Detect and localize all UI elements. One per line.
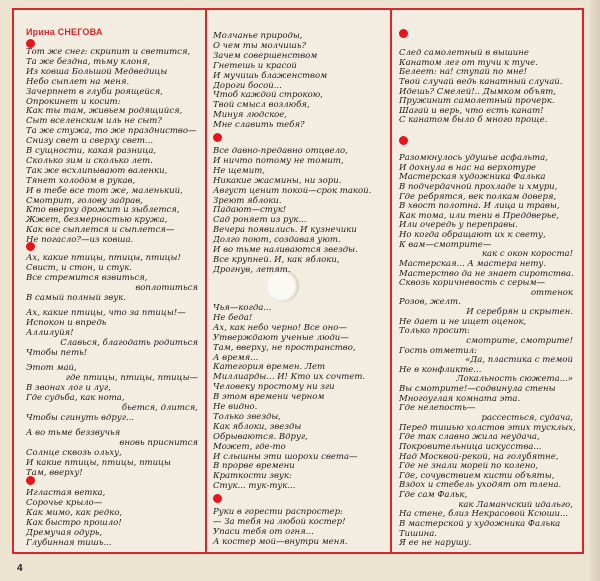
punched-hole [267, 270, 299, 302]
poem-line: воплотиться [135, 282, 198, 293]
poem-line: Шагай и верь, что есть канат! [399, 105, 544, 116]
poem-line: И в тебе все тот же, маленький, [26, 185, 183, 196]
poem-line: Никакие жасмины, ни зори. [213, 175, 342, 186]
poem-line: Как ты там, живьем родящийся, [26, 106, 183, 117]
red-bullet-icon [213, 133, 222, 142]
poem-line: Обрываются. Вдруг, [213, 431, 308, 442]
poem-line: И серебрян и скрытен. [466, 307, 573, 318]
poem-line: Ах, как небо черно! Все оно— [213, 322, 347, 333]
poem-line: Гнетешь и красой [213, 60, 297, 71]
poem-line: Утверждают ученые люди— [213, 332, 349, 343]
poem-line: Не щемит, [213, 165, 265, 176]
poem-line: где птицы, птицы, птицы— [65, 372, 198, 383]
poem-line: Канатом лег от тучи к туче. [399, 57, 538, 68]
red-bullet-icon [399, 136, 408, 145]
poem-line: Категория времен. Лет [213, 362, 326, 373]
poem-line: На стене, близ Некрасовой Ксюши... [399, 509, 569, 520]
poem-line: Сыт вселенским иль не сыт? [26, 116, 162, 127]
poem-line: Краткости звук: [213, 471, 292, 482]
poem-line: Только просит: [399, 326, 470, 337]
poem-line: В сущности, какая разница, [26, 146, 157, 156]
poem-line: Разомкнулось удушье асфальта, [399, 153, 548, 163]
poem-line: Где, сочувствием кисти объяты, [399, 470, 555, 481]
poem-line: Я ее не нарушу. [399, 538, 472, 549]
poem-line: Идешь? Смелей!.. Дымком объят, [399, 86, 556, 97]
poem-line: Сквозь коричневость с серым— [399, 278, 546, 289]
poem-line: Минуя людское, [213, 110, 288, 121]
poem-line: Над Москвой-рекой, на голубятне, [399, 451, 559, 462]
poem-line: Многоуглая комната эта. [399, 393, 521, 404]
poem-line: Не дает и не ищет оценок, [399, 316, 527, 327]
poem-line: Где нелепость— [399, 403, 476, 414]
poem-line: Как яблоки, звезды [213, 421, 302, 432]
poem-line: Где не знали морей по колено, [399, 461, 539, 472]
author-name: Ирина СНЕГОВА [26, 27, 103, 37]
poem-line: Белеет: на! ступай по мне! [399, 67, 528, 78]
poem-line: Аллилуйя! [26, 327, 74, 338]
poem-line: А во тьме беззвучья [26, 428, 121, 438]
poem-line: Где так славно жила неудача, [399, 432, 540, 443]
poem-line: Ах, какие птицы, птицы, птицы! [26, 253, 181, 263]
poem-line: В подчердачной прохладе и хмури, [399, 181, 558, 192]
poem-line: Руки в горести распростер: [213, 507, 343, 517]
poem-line: Зреют яблоки. [213, 195, 282, 206]
poem-line: В самый полный звук. [26, 292, 126, 303]
poem-line: Мастерская... А мастера нету. [399, 258, 547, 269]
poem-line: Та же бездна, тьму клоня, [26, 56, 151, 67]
poem-line: Человеку простому ни зги [213, 382, 335, 393]
poem-line: смотрите, смотрите! [466, 335, 573, 346]
poem-line: Смотрит, голову задрав, [26, 195, 143, 206]
poem-line: Розов, желт. [399, 297, 461, 308]
poem-line: В хвост полотна. И лица и травы, [399, 201, 560, 212]
poem-line: В этом времени черном [213, 392, 325, 403]
poem-line: Пружинит самолетный прочерк. [399, 96, 555, 107]
poem-line: Вздох и стебель уходят от тлена. [399, 480, 562, 491]
binding-edge [590, 0, 600, 581]
poem-line: Мне славить тебя? [213, 120, 305, 131]
poem-line: Миллиарды... И! Кто их сочтет. [213, 372, 366, 383]
column-divider [390, 8, 392, 554]
poem-line: бьется, длится, [121, 402, 198, 413]
poem-line: Зачем совершенством [213, 50, 318, 61]
poem-line: Где сам Фальк, [399, 490, 468, 501]
poem-line: Там, вверху, не пространство, [213, 342, 356, 353]
poem-line: И во тьме наливаются звезды. [213, 245, 358, 255]
poem-line: Сад роняет из рук... [213, 215, 307, 226]
poem-line: Вы смотрите!—содвинула стены [399, 384, 556, 395]
poem-line: Может, где-то [213, 441, 286, 452]
poem-line: В звонах лог и луг, [26, 382, 111, 393]
red-bullet-icon [399, 29, 408, 38]
poem-line: И слышны эти шорохи света— [213, 451, 358, 462]
poem-line: Но когда обращают их к свету, [399, 230, 546, 241]
poem-line: Перед тишью холстов этих тусклых, [399, 422, 576, 433]
poem-line: Как быстро прошло! [26, 517, 122, 528]
poem-line: вновь приснится [119, 437, 198, 448]
poem-line: Твой случай ведь канатный случай. [399, 76, 563, 87]
poem-line: Жжет, безмерностью кружа, [26, 215, 168, 226]
poem-line: Не беда! [213, 312, 253, 323]
poem-line: Все стремится взвиться, [26, 272, 148, 283]
poem-line: как с окон короста! [481, 249, 573, 260]
poem-line: Покровительница искусства... [399, 441, 542, 452]
poem-line: Славься, благодать родиться [60, 337, 198, 348]
poem-line: Чтобы петь! [26, 347, 88, 358]
poem-line: Сорочье крыло— [26, 497, 103, 508]
page-number: 4 [17, 563, 23, 574]
poem-line: Август ценит покой—срок такой. [213, 185, 372, 196]
poem-line: Опрокинет и косит: [26, 96, 121, 107]
poem-line: С канатом было б много проще. [399, 115, 548, 126]
poem-line: Не в конфликте... [399, 364, 482, 375]
poem-line: Вечера появились. И кузнечики [213, 225, 357, 236]
poem-line: Сколько зим и сколько лет. [26, 155, 153, 166]
poem-line: Дороги босой... [213, 80, 282, 91]
poem-line: След самолетный в вышине [399, 48, 529, 58]
poem-line: В мастерской у художника Фалька [399, 518, 561, 529]
red-bullet-icon [213, 494, 222, 503]
poem-line: Чтобы сгинуть вдруг... [26, 412, 135, 423]
poem-line: Твой смысл возлюбя, [213, 100, 310, 111]
poem-line: Из ковша Большой Медведицы [26, 66, 168, 77]
poem-line: Как все сыплется и сыплется— [26, 225, 175, 236]
poem-line: Все крупней. И, как яблоки, [213, 254, 340, 265]
poem-line: Локальность сюжета...» [456, 374, 573, 385]
poem-line: Молчанье природы, [213, 31, 303, 41]
poem-line: Так же всхлипывают валенки, [26, 165, 168, 176]
poem-line: — За тебя на любой костер! [213, 516, 346, 527]
poem-line: Дремучая одурь, [26, 527, 103, 538]
poem-line: Мастерство да не знает сиротства. [399, 268, 574, 279]
poem-line: Свист, и стон, и стук. [26, 262, 132, 273]
poem-line: Тот же снег: скрипит и светится, [26, 47, 191, 57]
poem-line: Все давно-предавно отцвело, [213, 146, 348, 156]
poem-line: И какие птицы, птицы, птицы [26, 457, 171, 468]
poem-line: Не погасло?—из ковша. [26, 235, 134, 246]
poem-line: Или очередь у переправы. [399, 220, 518, 231]
poem-line: И мучишь блаженством [213, 70, 328, 81]
poem-line: Солнце сквозь ольху, [26, 447, 122, 458]
poem-line: Зачерпнет в глуби роящейся, [26, 86, 163, 97]
poem-line: Не видно. [213, 402, 258, 412]
poem-line: «Да, пластика с темой [465, 355, 573, 366]
poem-line: Глубинная тишь... [26, 537, 112, 548]
poem-line: Как тома, или тени в Преддверье, [399, 210, 560, 221]
poem-line: Дрогнув, летят. [213, 264, 291, 275]
poem-line: Только звезды, [213, 411, 281, 422]
poem-line: Мастерская художника Фалька [399, 172, 546, 183]
poem-line: В прорве времени [213, 461, 295, 472]
poem-line: оттенок [530, 287, 573, 298]
poem-line: О чем ты молчишь? [213, 40, 306, 51]
poem-line: А костер мой—внутри меня. [213, 536, 348, 547]
poem-line: Небо сыплет на меня. [26, 76, 130, 87]
poem-line: Чья—когда... [213, 303, 272, 313]
poem-line: А время... [213, 352, 259, 363]
poem-line: И ничто потому не томит, [213, 155, 344, 166]
poem-line: Упаси тебя от огня... [213, 526, 314, 537]
poem-line: как Ламанчский идальго, [458, 499, 573, 510]
poem-line: Падают—стук! [213, 205, 287, 216]
poem-line: Долго поют, создавая уют. [213, 235, 341, 246]
poem-line: Чтоб каждой строкою, [213, 90, 323, 101]
poem-line: К вам—смотрите— [399, 239, 492, 250]
poem-line: Испокон и впредь [26, 317, 107, 328]
poem-line: рассесться, судача, [481, 413, 573, 423]
poem-line: Стук... тук-тук... [213, 481, 296, 492]
poem-line: Та же стужа, то же праздниство— [26, 126, 197, 137]
poem-line: И дохнула в нас на верхотуре [399, 162, 537, 173]
poem-line: Снизу свет и сверху свет... [26, 136, 154, 147]
poem-line: Игластая ветка, [26, 488, 106, 498]
poem-line: Где ребрятся, век полкам доверя, [399, 191, 557, 202]
poem-line: Там, вверху! [26, 467, 83, 478]
poem-line: Тишина. [399, 528, 438, 539]
poem-line: Где судьба, как нота, [26, 392, 125, 403]
poem-line: Кто вверху дрожит и зыблется, [26, 205, 180, 216]
poem-line: Гость отметил: [399, 345, 477, 356]
poem-line: Ах, какие птицы, что за птицы!— [26, 308, 186, 318]
poem-line: Как мимо, как редко, [26, 507, 123, 518]
poem-line: Тянет холодом в рукав, [26, 175, 136, 186]
column-divider [205, 8, 207, 554]
poem-line: Этот май, [26, 363, 77, 373]
